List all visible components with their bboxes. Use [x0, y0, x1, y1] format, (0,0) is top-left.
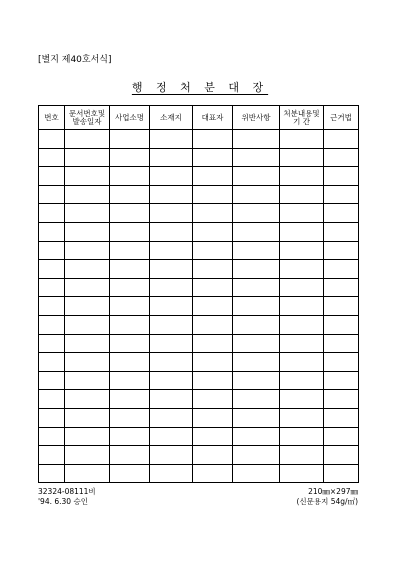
table-cell	[110, 167, 150, 186]
table-cell	[65, 408, 110, 427]
table-cell	[65, 464, 110, 483]
table-cell	[233, 130, 280, 149]
table-cell	[193, 353, 233, 372]
table-cell	[280, 260, 324, 279]
table-cell	[233, 148, 280, 167]
table-cell	[39, 297, 65, 316]
table-cell	[65, 390, 110, 409]
table-row	[39, 260, 359, 279]
table-cell	[110, 297, 150, 316]
table-cell	[233, 353, 280, 372]
table-cell	[324, 130, 359, 149]
table-cell	[65, 353, 110, 372]
table-cell	[233, 185, 280, 204]
table-cell	[280, 353, 324, 372]
column-header: 처분내용및 기 간	[280, 106, 324, 130]
table-cell	[193, 408, 233, 427]
table-row	[39, 167, 359, 186]
ledger-body	[39, 130, 359, 483]
table-cell	[280, 222, 324, 241]
table-cell	[324, 371, 359, 390]
table-cell	[280, 315, 324, 334]
table-cell	[150, 334, 193, 353]
column-header: 대표자	[193, 106, 233, 130]
column-header: 근거법	[324, 106, 359, 130]
form-number-label: [별지 제40호서식]	[38, 55, 112, 65]
table-cell	[324, 390, 359, 409]
table-cell	[110, 371, 150, 390]
table-cell	[39, 427, 65, 446]
column-header: 사업소명	[110, 106, 150, 130]
table-row	[39, 185, 359, 204]
table-row	[39, 390, 359, 409]
table-row	[39, 408, 359, 427]
table-cell	[233, 446, 280, 465]
table-cell	[65, 204, 110, 223]
table-cell	[324, 315, 359, 334]
table-cell	[324, 167, 359, 186]
table-cell	[65, 427, 110, 446]
table-cell	[324, 185, 359, 204]
table-cell	[324, 148, 359, 167]
table-cell	[150, 204, 193, 223]
table-row	[39, 464, 359, 483]
table-cell	[150, 315, 193, 334]
table-cell	[233, 390, 280, 409]
table-cell	[39, 315, 65, 334]
table-cell	[280, 204, 324, 223]
footer-left	[38, 487, 96, 507]
column-header: 위반사항	[233, 106, 280, 130]
table-cell	[65, 148, 110, 167]
table-cell	[110, 278, 150, 297]
table-row	[39, 334, 359, 353]
table-cell	[324, 446, 359, 465]
table-cell	[39, 334, 65, 353]
table-cell	[150, 427, 193, 446]
table-row	[39, 148, 359, 167]
table-cell	[110, 130, 150, 149]
table-cell	[324, 297, 359, 316]
table-cell	[39, 446, 65, 465]
column-header: 문서번호및 발송일자	[65, 106, 110, 130]
table-cell	[39, 204, 65, 223]
table-cell	[280, 464, 324, 483]
table-cell	[233, 408, 280, 427]
table-cell	[233, 260, 280, 279]
table-cell	[150, 464, 193, 483]
table-cell	[324, 204, 359, 223]
table-cell	[193, 427, 233, 446]
table-cell	[150, 222, 193, 241]
table-cell	[150, 130, 193, 149]
table-cell	[280, 446, 324, 465]
table-cell	[233, 167, 280, 186]
table-cell	[193, 204, 233, 223]
table-row	[39, 446, 359, 465]
header-row	[39, 106, 359, 130]
table-cell	[65, 241, 110, 260]
table-cell	[193, 315, 233, 334]
table-cell	[150, 260, 193, 279]
table-cell	[150, 241, 193, 260]
table-row	[39, 427, 359, 446]
table-cell	[39, 464, 65, 483]
table-cell	[150, 167, 193, 186]
approval-date: '94. 6.30 승인	[38, 497, 88, 506]
table-cell	[324, 464, 359, 483]
table-row	[39, 315, 359, 334]
table-cell	[110, 446, 150, 465]
table-row	[39, 278, 359, 297]
table-cell	[324, 427, 359, 446]
paper-type: (신문용지 54g/㎡)	[296, 497, 358, 506]
table-cell	[65, 371, 110, 390]
table-cell	[233, 427, 280, 446]
form-title-text: 행 정 처 분 대 장	[131, 81, 269, 94]
table-cell	[110, 464, 150, 483]
table-cell	[110, 222, 150, 241]
table-cell	[233, 464, 280, 483]
table-cell	[110, 315, 150, 334]
column-header: 소재지	[150, 106, 193, 130]
table-cell	[280, 427, 324, 446]
form-title	[0, 79, 400, 95]
table-cell	[65, 260, 110, 279]
table-cell	[39, 371, 65, 390]
table-cell	[280, 241, 324, 260]
table-cell	[280, 371, 324, 390]
table-cell	[193, 446, 233, 465]
table-cell	[233, 204, 280, 223]
table-cell	[110, 148, 150, 167]
table-cell	[39, 167, 65, 186]
table-cell	[65, 334, 110, 353]
table-cell	[110, 241, 150, 260]
table-cell	[233, 278, 280, 297]
table-cell	[193, 278, 233, 297]
table-cell	[65, 315, 110, 334]
column-header: 번호	[39, 106, 65, 130]
table-cell	[65, 297, 110, 316]
table-cell	[39, 185, 65, 204]
table-cell	[324, 353, 359, 372]
table-cell	[39, 222, 65, 241]
table-cell	[193, 148, 233, 167]
table-cell	[39, 278, 65, 297]
table-cell	[150, 148, 193, 167]
administrative-disposition-ledger-table	[38, 105, 359, 483]
table-cell	[150, 353, 193, 372]
table-cell	[110, 408, 150, 427]
table-cell	[110, 334, 150, 353]
table-cell	[233, 241, 280, 260]
table-cell	[233, 222, 280, 241]
table-row	[39, 297, 359, 316]
table-cell	[324, 241, 359, 260]
table-cell	[150, 185, 193, 204]
table-cell	[39, 353, 65, 372]
table-cell	[150, 297, 193, 316]
table-cell	[324, 222, 359, 241]
table-cell	[110, 185, 150, 204]
table-cell	[280, 278, 324, 297]
paper-size: 210㎜×297㎜	[308, 487, 358, 496]
table-cell	[193, 222, 233, 241]
table-cell	[233, 371, 280, 390]
table-row	[39, 222, 359, 241]
table-cell	[324, 334, 359, 353]
table-cell	[193, 167, 233, 186]
table-cell	[193, 130, 233, 149]
table-cell	[233, 315, 280, 334]
table-cell	[39, 260, 65, 279]
table-cell	[65, 130, 110, 149]
table-cell	[193, 185, 233, 204]
table-cell	[233, 334, 280, 353]
table-cell	[150, 408, 193, 427]
table-cell	[110, 204, 150, 223]
table-cell	[324, 408, 359, 427]
table-cell	[150, 446, 193, 465]
table-row	[39, 371, 359, 390]
table-cell	[280, 148, 324, 167]
table-cell	[193, 260, 233, 279]
table-cell	[110, 260, 150, 279]
table-cell	[280, 167, 324, 186]
table-cell	[150, 371, 193, 390]
table-cell	[193, 297, 233, 316]
table-cell	[65, 222, 110, 241]
table-cell	[39, 130, 65, 149]
table-row	[39, 241, 359, 260]
table-cell	[324, 260, 359, 279]
table-cell	[39, 390, 65, 409]
table-cell	[280, 297, 324, 316]
table-cell	[324, 278, 359, 297]
table-cell	[233, 297, 280, 316]
table-cell	[193, 371, 233, 390]
form-code: 32324-08111비	[38, 487, 96, 496]
table-cell	[193, 390, 233, 409]
table-cell	[193, 464, 233, 483]
table-row	[39, 204, 359, 223]
table-cell	[110, 390, 150, 409]
table-cell	[65, 446, 110, 465]
table-cell	[110, 353, 150, 372]
table-cell	[280, 334, 324, 353]
table-cell	[150, 390, 193, 409]
table-cell	[110, 427, 150, 446]
table-row	[39, 353, 359, 372]
table-cell	[39, 408, 65, 427]
table-cell	[39, 148, 65, 167]
table-cell	[150, 278, 193, 297]
table-row	[39, 130, 359, 149]
table-cell	[280, 390, 324, 409]
table-cell	[65, 167, 110, 186]
footer-right	[296, 487, 358, 507]
table-cell	[193, 334, 233, 353]
table-cell	[65, 278, 110, 297]
table-cell	[280, 408, 324, 427]
table-cell	[39, 241, 65, 260]
table-cell	[65, 185, 110, 204]
table-cell	[280, 130, 324, 149]
table-cell	[280, 185, 324, 204]
table-cell	[193, 241, 233, 260]
